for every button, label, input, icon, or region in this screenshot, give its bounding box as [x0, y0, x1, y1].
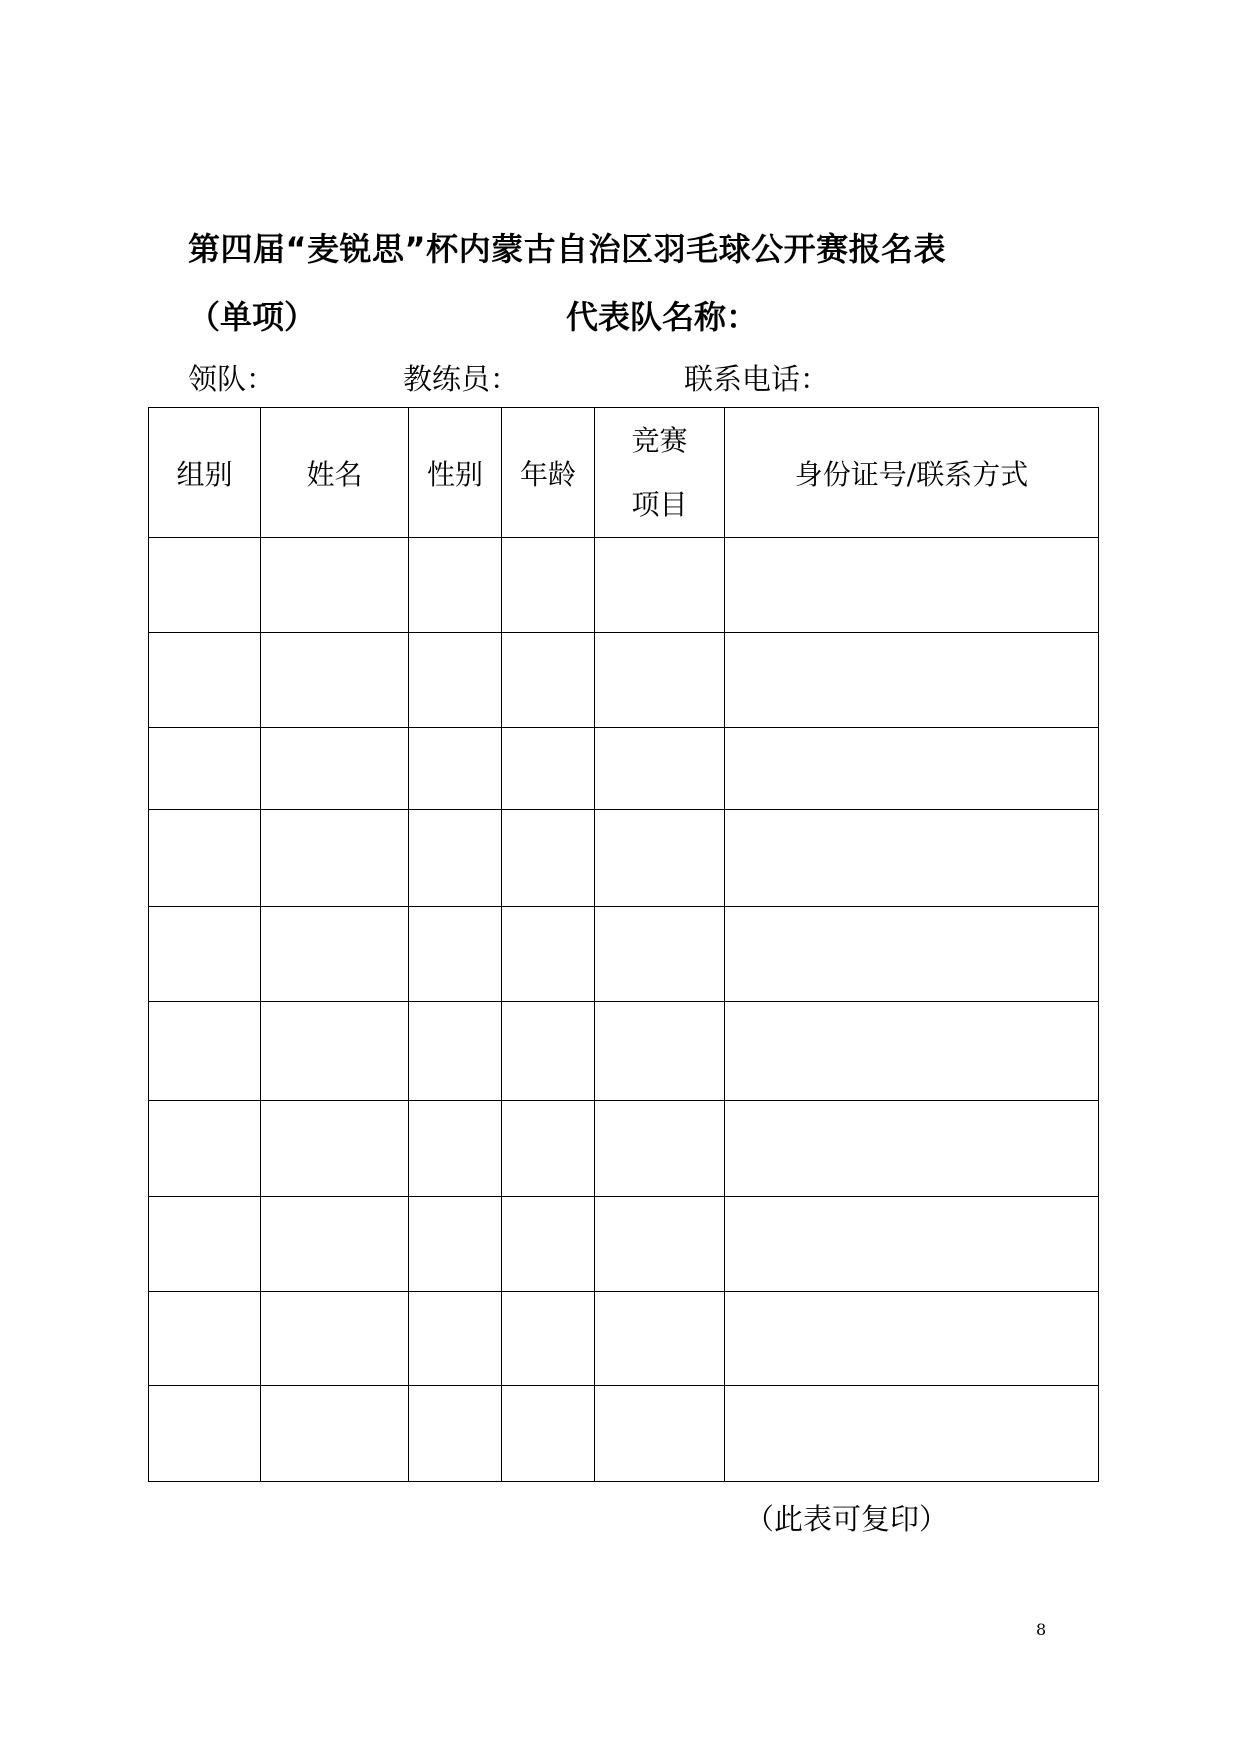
gender-cell: [409, 1292, 502, 1386]
header-event-line2: 项目: [631, 487, 688, 521]
header-age: 年龄: [502, 408, 595, 538]
id-contact-cell: [725, 1386, 1099, 1482]
gender-cell: [409, 1002, 502, 1101]
event-cell: [595, 1292, 725, 1386]
age-cell: [502, 538, 595, 633]
id-contact-cell: [725, 810, 1099, 907]
group-cell: [149, 1002, 261, 1101]
table-row: [149, 1292, 1099, 1386]
age-cell: [502, 1292, 595, 1386]
group-cell: [149, 728, 261, 810]
header-gender: 性别: [409, 408, 502, 538]
table-row: [149, 728, 1099, 810]
age-cell: [502, 633, 595, 728]
table-row: [149, 1002, 1099, 1101]
group-cell: [149, 1386, 261, 1482]
form-subtitle-type: （单项）: [188, 298, 317, 336]
name-cell: [261, 810, 409, 907]
name-cell: [261, 1002, 409, 1101]
event-cell: [595, 538, 725, 633]
id-contact-cell: [725, 728, 1099, 810]
gender-cell: [409, 1197, 502, 1292]
group-cell: [149, 538, 261, 633]
age-cell: [502, 1386, 595, 1482]
copy-note: （此表可复印）: [745, 1502, 949, 1536]
event-cell: [595, 1002, 725, 1101]
event-cell: [595, 907, 725, 1002]
table-row: [149, 1386, 1099, 1482]
phone-label: 联系电话：: [684, 362, 830, 396]
gender-cell: [409, 1101, 502, 1197]
gender-cell: [409, 728, 502, 810]
table-row: [149, 810, 1099, 907]
name-cell: [261, 1197, 409, 1292]
group-cell: [149, 1101, 261, 1197]
gender-cell: [409, 810, 502, 907]
event-cell: [595, 1386, 725, 1482]
id-contact-cell: [725, 1197, 1099, 1292]
gender-cell: [409, 907, 502, 1002]
event-cell: [595, 810, 725, 907]
name-cell: [261, 538, 409, 633]
group-cell: [149, 1292, 261, 1386]
gender-cell: [409, 538, 502, 633]
event-cell: [595, 1101, 725, 1197]
table-row: [149, 538, 1099, 633]
event-cell: [595, 633, 725, 728]
leader-label: 领队：: [188, 362, 276, 396]
team-name-label: 代表队名称：: [566, 298, 759, 336]
name-cell: [261, 633, 409, 728]
group-cell: [149, 907, 261, 1002]
header-name: 姓名: [261, 408, 409, 538]
table-row: [149, 1197, 1099, 1292]
name-cell: [261, 907, 409, 1002]
id-contact-cell: [725, 1002, 1099, 1101]
age-cell: [502, 1101, 595, 1197]
id-contact-cell: [725, 1101, 1099, 1197]
name-cell: [261, 728, 409, 810]
event-cell: [595, 1197, 725, 1292]
table-row: [149, 1101, 1099, 1197]
id-contact-cell: [725, 633, 1099, 728]
age-cell: [502, 728, 595, 810]
table-row: [149, 907, 1099, 1002]
age-cell: [502, 1197, 595, 1292]
table-row: [149, 633, 1099, 728]
id-contact-cell: [725, 538, 1099, 633]
id-contact-cell: [725, 1292, 1099, 1386]
age-cell: [502, 1002, 595, 1101]
gender-cell: [409, 633, 502, 728]
age-cell: [502, 810, 595, 907]
page-number: 8: [1036, 1620, 1047, 1639]
event-cell: [595, 728, 725, 810]
table-header-row: [149, 408, 1099, 538]
header-group: 组别: [149, 408, 261, 538]
table-body: [149, 538, 1099, 1482]
group-cell: [149, 1197, 261, 1292]
header-id-contact: 身份证号/联系方式: [725, 408, 1099, 538]
gender-cell: [409, 1386, 502, 1482]
group-cell: [149, 810, 261, 907]
group-cell: [149, 633, 261, 728]
header-event-line1: 竞赛: [631, 423, 688, 457]
form-title: 第四届“麦锐思”杯内蒙古自治区羽毛球公开赛报名表: [188, 230, 947, 268]
name-cell: [261, 1101, 409, 1197]
coach-label: 教练员：: [403, 362, 520, 396]
age-cell: [502, 907, 595, 1002]
header-event: [595, 408, 725, 538]
registration-table: [148, 407, 1099, 1482]
name-cell: [261, 1292, 409, 1386]
name-cell: [261, 1386, 409, 1482]
id-contact-cell: [725, 907, 1099, 1002]
